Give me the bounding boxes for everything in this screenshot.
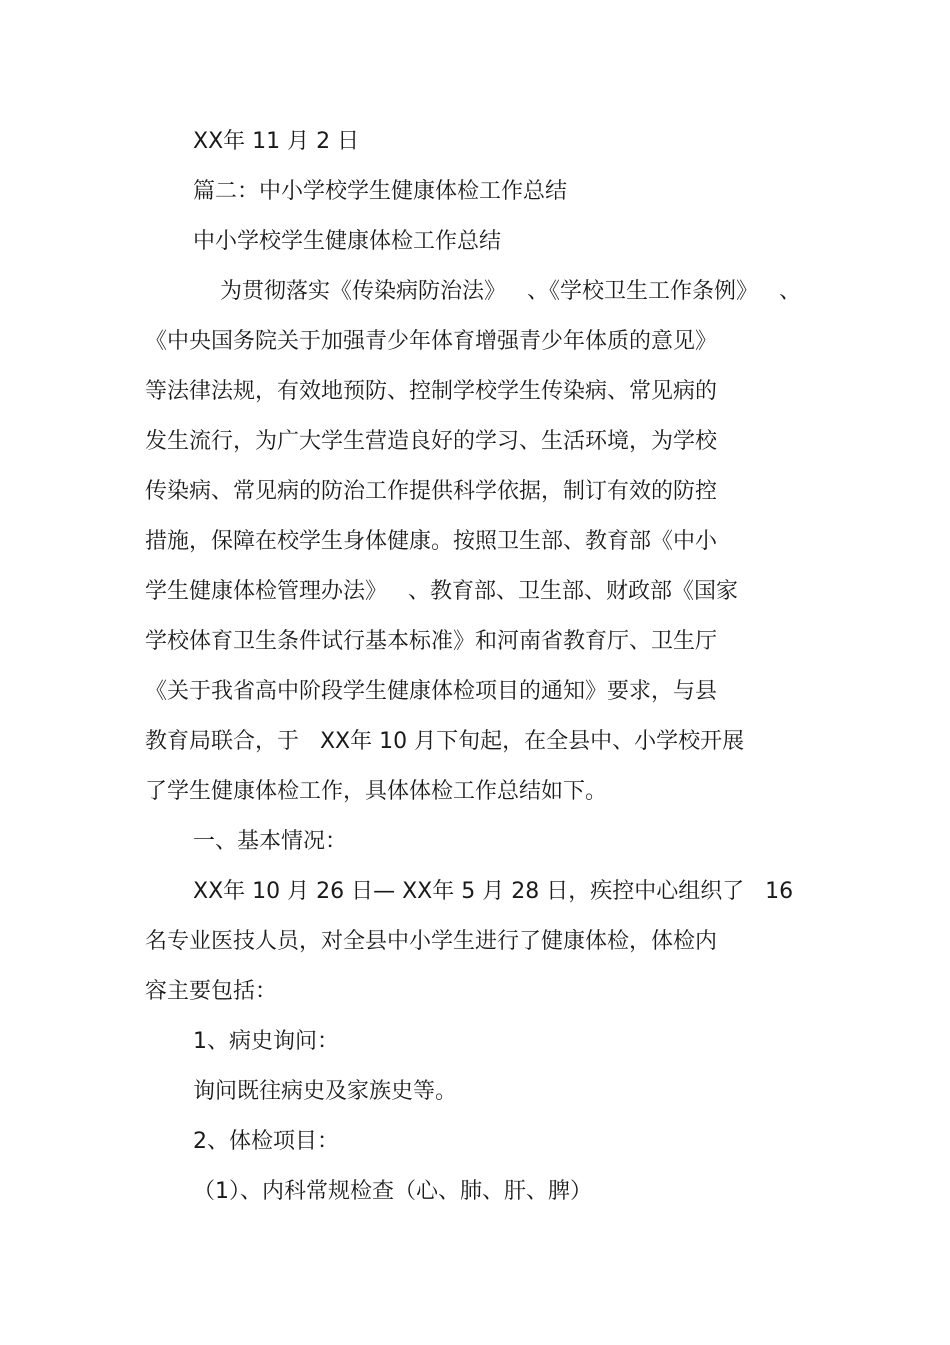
subsection-heading: 1、病史询问：	[193, 1029, 339, 1054]
paragraph-line: 《关于我省高中阶段学生健康体检项目的通知》要求，与县	[145, 679, 718, 704]
paragraph-line: 传染病、常见病的防治工作提供科学依据，制订有效的防控	[145, 479, 718, 504]
section-heading: 一、基本情况：	[193, 829, 348, 854]
paragraph-line: XX年 10 月 26 日— XX年 5 月 28 日，疾控中心组织了 16	[193, 879, 794, 904]
paragraph-line: 《中央国务院关于加强青少年体育增强青少年体质的意见》	[145, 329, 718, 354]
date-line: XX年 11 月 2 日	[193, 129, 360, 154]
paragraph-line: 学校体育卫生条件试行基本标准》和河南省教育厅、卫生厅	[145, 629, 718, 654]
subsection-heading: 2、体检项目：	[193, 1129, 339, 1154]
list-item: （1）、内科常规检查（心、肺、肝、脾）	[193, 1179, 592, 1204]
paragraph-line: 容主要包括：	[145, 979, 278, 1004]
paragraph-line: 为贯彻落实《传染病防治法》 、《学校卫生工作条例》 、	[220, 279, 801, 304]
paragraph-line: 措施，保障在校学生身体健康。按照卫生部、教育部《中小	[145, 529, 718, 554]
document-title: 中小学校学生健康体检工作总结	[193, 229, 502, 254]
paragraph-line: 发生流行，为广大学生营造良好的学习、生活环境，为学校	[145, 429, 718, 454]
paragraph-line: 教育局联合，于 XX年 10 月下旬起，在全县中、小学校开展	[145, 729, 745, 754]
paragraph-line: 学生健康体检管理办法》 、教育部、卫生部、财政部《国家	[145, 579, 738, 604]
paragraph-line: 了学生健康体检工作，具体体检工作总结如下。	[145, 779, 608, 804]
paragraph-line: 询问既往病史及家族史等。	[193, 1079, 458, 1104]
chapter-heading: 篇二：中小学校学生健康体检工作总结	[193, 179, 568, 204]
paragraph-line: 等法律法规，有效地预防、控制学校学生传染病、常见病的	[145, 379, 718, 404]
paragraph-line: 名专业医技人员，对全县中小学生进行了健康体检，体检内	[145, 929, 718, 954]
